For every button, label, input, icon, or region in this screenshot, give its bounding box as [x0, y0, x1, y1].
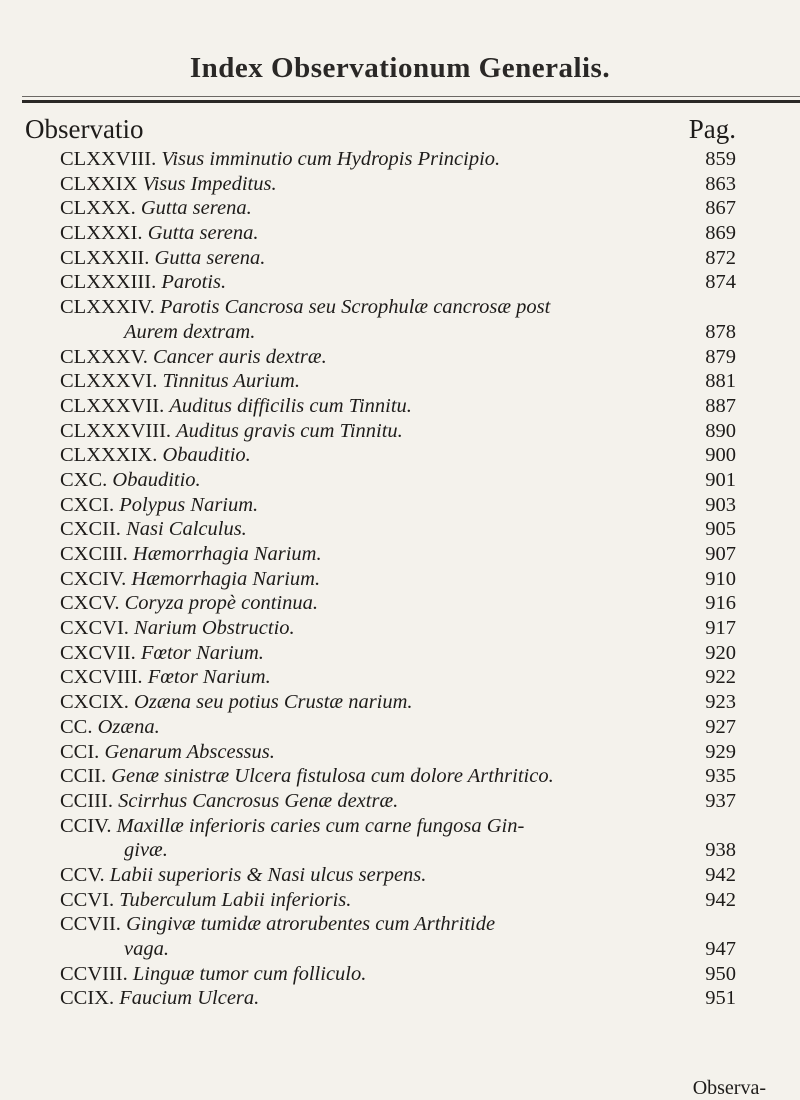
entry-title: Visus Impeditus. [142, 172, 277, 195]
index-entry [60, 196, 760, 221]
entry-page-number: 927 [705, 715, 736, 738]
entry-title: Auditus difficilis cum Tinnitu. [169, 394, 412, 417]
entry-numeral: CXCII. [60, 518, 121, 541]
entry-page-number: 951 [705, 987, 736, 1010]
entry-title: Obauditio. [162, 444, 251, 467]
entry-title: Tuberculum Labii inferioris. [119, 888, 352, 911]
entry-page-number: 950 [705, 962, 736, 985]
entry-page-number: 942 [705, 863, 736, 886]
index-entry [60, 246, 760, 271]
index-entry [60, 690, 760, 715]
entry-title: Obauditio. [112, 468, 201, 491]
entry-title: Linguæ tumor cum folliculo. [132, 962, 367, 985]
index-entry [60, 270, 760, 295]
entry-page-number: 935 [705, 765, 736, 788]
index-entry [60, 912, 760, 961]
entry-title: Tinnitus Aurium. [162, 370, 300, 393]
entry-title: Cancer auris dextræ. [153, 345, 327, 368]
index-entry [60, 814, 760, 863]
index-entry [60, 172, 760, 197]
entry-title: Auditus gravis cum Tinnitu. [176, 419, 403, 442]
index-entry [60, 147, 760, 172]
entry-page-number: 920 [705, 641, 736, 664]
entry-title: Parotis Cancrosa seu Scrophulæ cancrosæ post [159, 296, 551, 319]
entry-page-number: 923 [705, 691, 736, 714]
entry-title-continuation: vaga. [124, 938, 169, 961]
entry-title: Ozæna seu potius Crustæ narium. [134, 691, 413, 714]
entry-title: Ozæna. [97, 715, 160, 738]
entry-title: Polypus Narium. [119, 493, 259, 516]
entry-page-number: 901 [705, 468, 736, 491]
entry-numeral: CXCVIII. [60, 666, 143, 689]
index-entry [60, 764, 760, 789]
entry-numeral: CLXXXI. [60, 222, 143, 245]
index-entry [60, 419, 760, 444]
column-heading-page: Pag. [688, 114, 736, 144]
entry-page-number: 900 [705, 444, 736, 467]
index-entry [60, 641, 760, 666]
entry-numeral: CLXXIX [60, 172, 138, 195]
entry-title: Faucium Ulcera. [119, 987, 260, 1010]
entry-numeral: CLXXXVI. [60, 370, 158, 393]
index-entry [60, 715, 760, 740]
entry-page-number: 929 [705, 740, 736, 763]
entry-title: Coryza propè continua. [124, 592, 318, 615]
entry-page-number: 859 [705, 148, 736, 170]
index-entry [60, 789, 760, 814]
entry-title: Gutta serena. [140, 197, 252, 220]
entry-title: Genæ sinistræ Ulcera fistulosa cum dolore Arthritico. [111, 765, 554, 788]
index-entry [60, 394, 760, 419]
index-entry [60, 345, 760, 370]
catchword: Observa- [692, 1077, 766, 1099]
entry-numeral: CXCIX. [60, 691, 129, 714]
entry-numeral: CCII. [60, 765, 107, 788]
entry-title: Labii superioris & Nasi ulcus serpens. [109, 863, 427, 886]
column-heading-observatio: Observatio [25, 114, 144, 144]
entry-numeral: CXCI. [60, 493, 115, 516]
index-entry [60, 591, 760, 616]
entry-title: Parotis. [161, 271, 227, 294]
entry-title: Narium Obstructio. [134, 617, 295, 640]
index-entry [60, 295, 760, 344]
index-entries [60, 147, 760, 1011]
entry-numeral: CXCVI. [60, 617, 129, 640]
entry-page-number: 874 [705, 271, 736, 294]
entry-numeral: CLXXXIV. [60, 296, 155, 319]
entry-numeral: CCVIII. [60, 962, 128, 985]
entry-numeral: CCIX. [60, 987, 115, 1010]
entry-page-number: 922 [705, 666, 736, 689]
entry-numeral: CLXXX. [60, 197, 136, 220]
entry-page-number: 937 [705, 789, 736, 812]
index-entry [60, 221, 760, 246]
entry-page-number: 867 [705, 197, 736, 220]
index-entry [60, 517, 760, 542]
entry-title-continuation: Aurem dextram. [124, 320, 256, 343]
entry-title: Nasi Calculus. [126, 518, 247, 541]
entry-title: Visus imminutio cum Hydropis Principio. [161, 148, 501, 170]
entry-page-number: 872 [705, 246, 736, 269]
entry-page-number: 878 [705, 320, 736, 343]
index-entry [60, 740, 760, 765]
entry-title: Gutta serena. [147, 222, 259, 245]
index-entry [60, 468, 760, 493]
header-rule-thin [22, 96, 800, 97]
entry-numeral: CXC. [60, 468, 108, 491]
entry-numeral: CLXXXII. [60, 246, 150, 269]
entry-numeral: CLXXVIII. [60, 148, 157, 170]
entry-page-number: 947 [705, 938, 736, 961]
entry-page-number: 917 [705, 617, 736, 640]
header-rule [22, 100, 800, 103]
entry-page-number: 905 [705, 518, 736, 541]
index-entry [60, 863, 760, 888]
index-entry [60, 962, 760, 987]
entry-title: Gingivæ tumidæ atrorubentes cum Arthritide [126, 913, 496, 936]
entry-numeral: CLXXXIII. [60, 271, 157, 294]
entry-numeral: CCI. [60, 740, 100, 763]
index-entry [60, 567, 760, 592]
index-entry [60, 369, 760, 394]
index-entry [60, 888, 760, 913]
entry-title: Scirrhus Cancrosus Genæ dextræ. [118, 789, 399, 812]
entry-numeral: CCIII. [60, 789, 113, 812]
entry-page-number: 942 [705, 888, 736, 911]
entry-title: Maxillæ inferioris caries cum carne fungosa Gin- [116, 814, 525, 837]
index-entry [60, 542, 760, 567]
entry-numeral: CXCVII. [60, 641, 136, 664]
entry-numeral: CCV. [60, 863, 105, 886]
entry-page-number: 938 [705, 839, 736, 862]
entry-numeral: CCVI. [60, 888, 115, 911]
entry-page-number: 863 [705, 172, 736, 195]
entry-page-number: 879 [705, 345, 736, 368]
entry-numeral: CCIV. [60, 814, 112, 837]
entry-numeral: CC. [60, 715, 93, 738]
entry-title: Hæmorrhagia Narium. [131, 567, 321, 590]
entry-page-number: 907 [705, 543, 736, 566]
entry-page-number: 910 [705, 567, 736, 590]
entry-numeral: CXCV. [60, 592, 120, 615]
entry-title-continuation: givæ. [124, 839, 168, 862]
entry-title: Hæmorrhagia Narium. [132, 543, 322, 566]
entry-page-number: 903 [705, 493, 736, 516]
entry-page-number: 890 [705, 419, 736, 442]
entry-numeral: CCVII. [60, 913, 121, 936]
index-entry [60, 443, 760, 468]
index-entry [60, 616, 760, 641]
entry-title: Fœtor Narium. [140, 641, 264, 664]
entry-title: Genarum Abscessus. [104, 740, 275, 763]
index-entry [60, 986, 760, 1011]
entry-numeral: CXCIV. [60, 567, 127, 590]
entry-page-number: 887 [705, 394, 736, 417]
entry-numeral: CLXXXV. [60, 345, 148, 368]
index-entry [60, 665, 760, 690]
entry-title: Fœtor Narium. [147, 666, 271, 689]
entry-page-number: 869 [705, 222, 736, 245]
entry-numeral: CLXXXIX. [60, 444, 158, 467]
index-entry [60, 493, 760, 518]
entry-title: Gutta serena. [154, 246, 266, 269]
entry-page-number: 916 [705, 592, 736, 615]
entry-page-number: 881 [705, 370, 736, 393]
entry-numeral: CLXXXVII. [60, 394, 165, 417]
entry-numeral: CLXXXVIII. [60, 419, 172, 442]
entry-numeral: CXCIII. [60, 543, 128, 566]
running-head: Index Observationum Generalis. [189, 52, 611, 84]
